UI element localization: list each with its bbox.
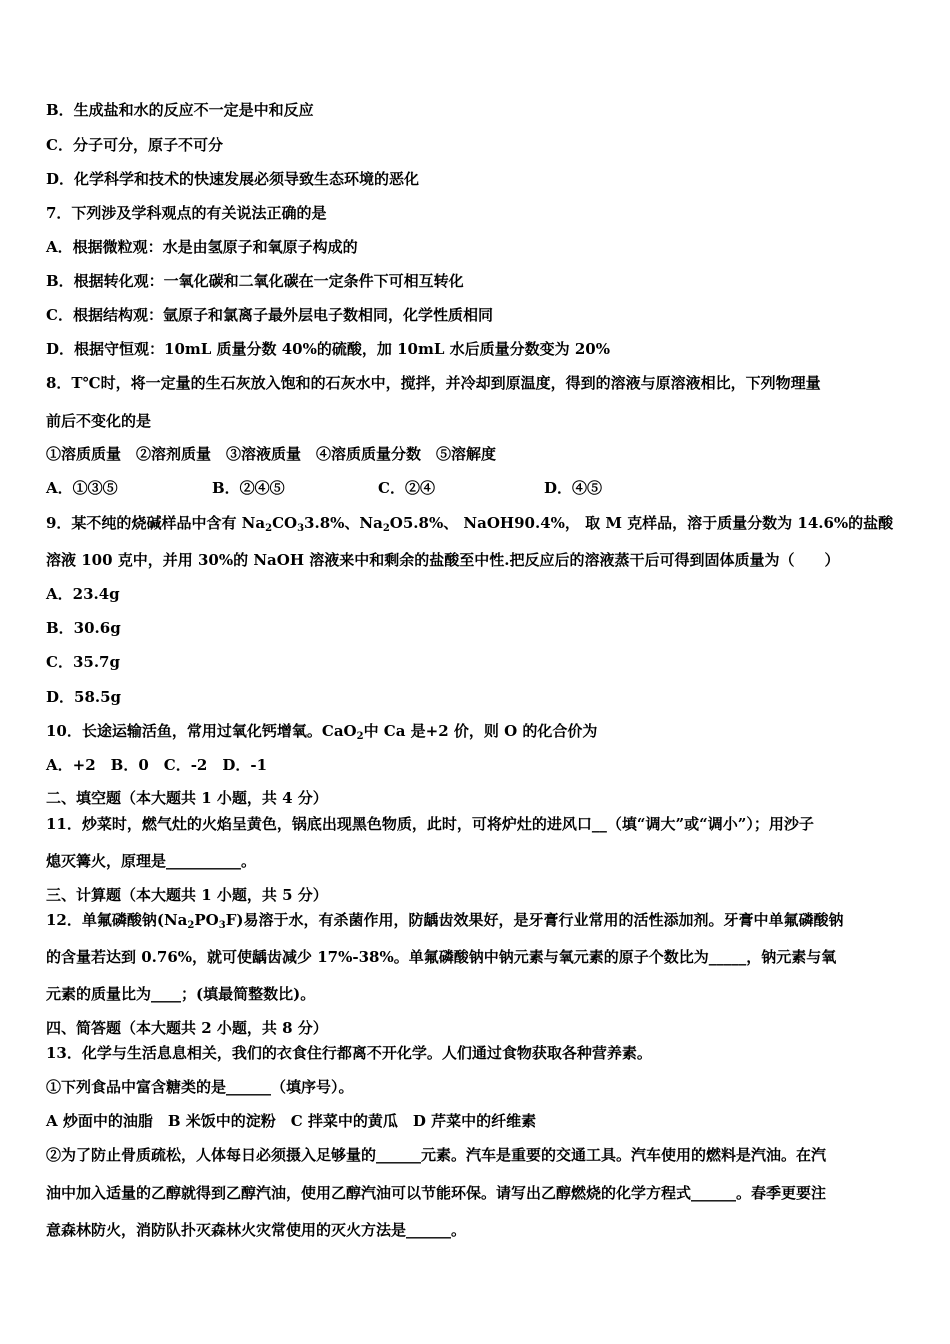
q12-line1	[46, 910, 843, 930]
q9-stem-part: O5.8%、 NaOH90.4%， 取 M 克样品，溶于质量分数为 14.6%的盐酸	[389, 514, 894, 532]
q8-items: ①溶质质量 ②溶剂质量 ③溶液质量 ④溶质质量分数 ⑤溶解度	[46, 445, 497, 463]
q13-sub1: ①下列食品中富含糖类的是______（填序号）。	[46, 1078, 354, 1096]
q13-sub1-options: A 炒面中的油脂 B 米饭中的淀粉 C 拌菜中的黄瓜 D 芹菜中的纤维素	[46, 1112, 537, 1130]
section-2-heading: 二、填空题（本大题共 1 小题，共 4 分）	[46, 789, 328, 807]
q9-option-d: D．58.5g	[46, 688, 122, 706]
q7-option-d: D．根据守恒观：10mL 质量分数 40%的硫酸，加 10mL 水后质量分数变为 20%	[46, 340, 610, 358]
q10-options: A．+2 B．0 C．-2 D．-1	[46, 756, 268, 774]
subscript: 2	[187, 920, 195, 931]
q8-stem-line2: 前后不变化的是	[46, 412, 152, 430]
q9-stem-part: CO	[272, 514, 298, 532]
subscript: 3	[218, 920, 226, 931]
q12-part: PO	[194, 911, 219, 929]
q7-stem: 7．下列涉及学科观点的有关说法正确的是	[46, 204, 327, 222]
q10-stem-part: 中 Ca 是+2 价，则 O 的化合价为	[363, 722, 598, 740]
q9-stem-part: 9．某不纯的烧碱样品中含有 Na	[46, 514, 266, 532]
q6-option-c: C．分子可分，原子不可分	[46, 136, 223, 154]
q12-part: F)易溶于水，有杀菌作用，防龋齿效果好，是牙膏行业常用的活性添加剂。牙膏中单氟磷酸钠	[225, 911, 844, 929]
q11-line2: 熄灭篝火，原理是__________。	[46, 852, 257, 870]
q12-line2: 的含量若达到 0.76%，就可使龋齿减少 17%-38%。单氟磷酸钠中钠元素与氧元素的原子个数比为_____，钠元素与氧	[46, 948, 837, 966]
subscript: 3	[297, 523, 305, 534]
q8-option-b: B．②④⑤	[212, 479, 285, 497]
q13-sub2-line2: 油中加入适量的乙醇就得到乙醇汽油，使用乙醇汽油可以节能环保。请写出乙醇燃烧的化学方程式______。春季更要注	[46, 1184, 827, 1202]
q8-options	[46, 478, 602, 498]
q9-option-a: A．23.4g	[46, 585, 120, 603]
subscript: 2	[265, 523, 273, 534]
q9-option-c: C．35.7g	[46, 653, 120, 671]
q12-line3: 元素的质量比为____；(填最简整数比)。	[46, 985, 316, 1003]
q9-option-b: B．30.6g	[46, 619, 121, 637]
q10-stem-part: 10．长途运输活鱼，常用过氧化钙增氧。CaO	[46, 722, 357, 740]
q7-option-b: B．根据转化观：一氧化碳和二氧化碳在一定条件下可相互转化	[46, 272, 464, 290]
subscript: 2	[382, 523, 390, 534]
q13-sub2-line3: 意森林防火，消防队扑灭森林火灾常使用的灭火方法是______。	[46, 1221, 467, 1239]
q10-stem	[46, 721, 597, 741]
q9-stem-part: 3.8%、Na	[304, 514, 383, 532]
q8-stem-line1: 8．T℃时，将一定量的生石灰放入饱和的石灰水中，搅拌，并冷却到原温度，得到的溶液与原溶液相比，下列物理量	[46, 374, 821, 392]
q12-part: 12．单氟磷酸钠(Na	[46, 911, 188, 929]
section-4-heading: 四、简答题（本大题共 2 小题，共 8 分）	[46, 1019, 328, 1037]
q11-line1: 11．炒菜时，燃气灶的火焰呈黄色，锅底出现黑色物质，此时，可将炉灶的进风口__（填“调大”或“调小”）；用沙子	[46, 815, 814, 833]
q9-stem-line2: 溶液 100 克中，并用 30%的 NaOH 溶液来中和剩余的盐酸至中性.把反应后的溶液蒸干后可得到固体质量为（ ）	[46, 551, 840, 569]
q13-stem: 13．化学与生活息息相关，我们的衣食住行都离不开化学。人们通过食物获取各种营养素。	[46, 1044, 652, 1062]
q6-option-b: B．生成盐和水的反应不一定是中和反应	[46, 101, 314, 119]
q9-stem-line1	[46, 513, 893, 533]
q8-option-c: C．②④	[378, 479, 435, 497]
subscript: 2	[356, 731, 364, 742]
q8-option-d: D．④⑤	[544, 479, 603, 497]
q13-sub2-line1: ②为了防止骨质疏松，人体每日必须摄入足够量的______元素。汽车是重要的交通工具。汽车使用的燃料是汽油。在汽	[46, 1146, 827, 1164]
section-3-heading: 三、计算题（本大题共 1 小题，共 5 分）	[46, 886, 328, 904]
q7-option-c: C．根据结构观：氩原子和氯离子最外层电子数相同，化学性质相同	[46, 306, 493, 324]
q6-option-d: D．化学科学和技术的快速发展必须导致生态环境的恶化	[46, 170, 420, 188]
q7-option-a: A．根据微粒观：水是由氢原子和氧原子构成的	[46, 238, 358, 256]
q8-option-a: A．①③⑤	[46, 479, 118, 497]
